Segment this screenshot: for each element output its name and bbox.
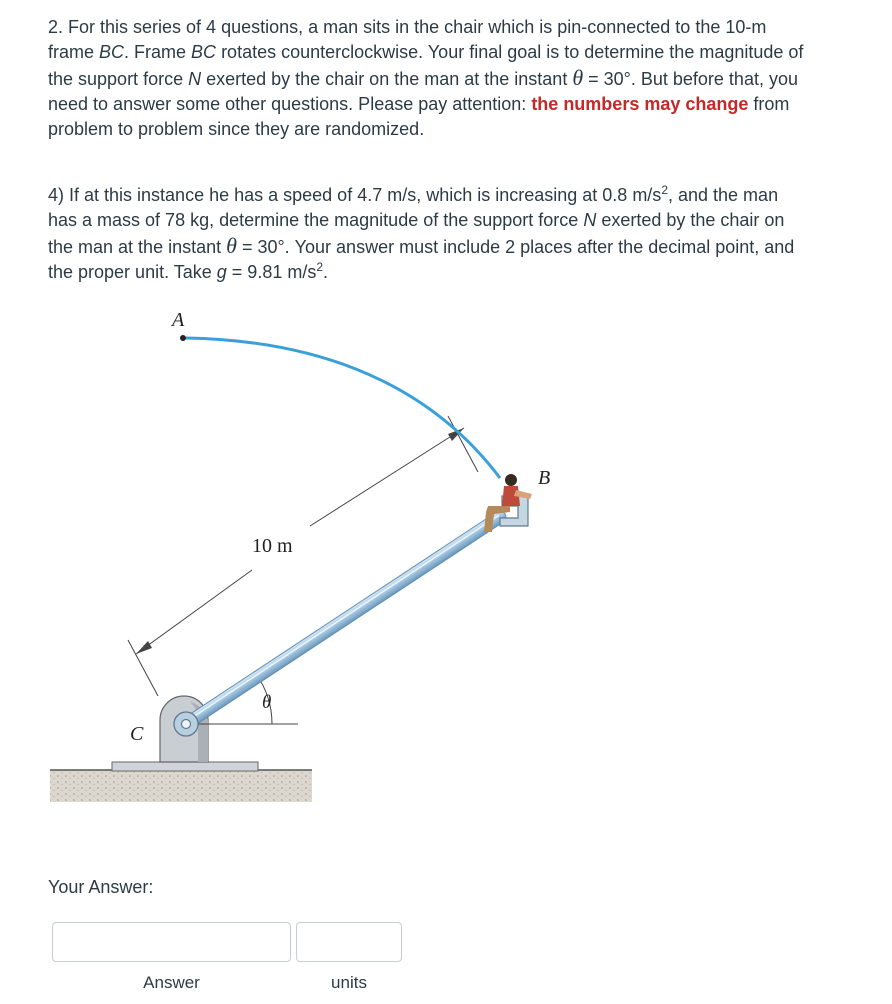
question-text-5: = 9.81 m/s: [226, 262, 317, 282]
man-head: [505, 474, 517, 486]
ground: [50, 770, 312, 802]
question-g-symbol: g: [216, 262, 227, 282]
trajectory-arc: [186, 338, 500, 478]
intro-highlight: the numbers may change: [531, 94, 749, 114]
question-text-2: , and the man has a mass of 78 kg, determine the magnitude of the support force: [48, 185, 779, 230]
intro-frame-1: BC: [99, 42, 125, 62]
question-text-3: exerted by the chair on the man at the instant: [48, 210, 785, 257]
label-c: C: [130, 723, 144, 745]
frame-bc-highlight: [193, 515, 499, 716]
units-input[interactable]: [296, 922, 402, 962]
intro-text-5: = 30°. But before that, you need to answer some other questions. Please pay attention:: [48, 69, 798, 114]
base-plate: [112, 762, 258, 771]
units-caption: units: [331, 973, 367, 992]
frame-bc: [183, 509, 509, 729]
angle-label: θ: [262, 692, 272, 713]
question-text: [48, 183, 808, 285]
point-a: [180, 335, 186, 341]
dimension-extension-b: [448, 416, 478, 472]
question-text-1: 4) If at this instance he has a speed of 4.7 m/s, which is increasing at 0.8 m/s: [48, 185, 662, 205]
dimension-line-lower: [136, 570, 252, 654]
problem-figure: [40, 300, 600, 820]
label-b: B: [538, 467, 551, 489]
question-theta-symbol: θ: [226, 233, 237, 258]
intro-text-4: exerted by the chair on the man at the instant: [201, 69, 573, 89]
label-a: A: [172, 309, 185, 331]
answer-input[interactable]: [52, 922, 291, 962]
intro-force-symbol: N: [188, 69, 202, 89]
pin-c-inner: [182, 720, 191, 729]
dimension-arrow-c: [136, 641, 152, 654]
intro-text-3: rotates counterclockwise. Your final goal is to determine the magnitude of the support force: [48, 42, 804, 89]
intro-text-6: from problem to problem since they are randomized.: [48, 94, 790, 139]
intro-text-1: 2. For this series of 4 questions, a man sits in the chair which is pin-connected to the 10-m frame: [48, 17, 767, 62]
intro-theta-symbol: θ: [572, 65, 584, 90]
question-text-4: = 30°. Your answer must include 2 places after the decimal point, and the proper unit. Take: [48, 237, 795, 282]
your-answer-label: Your Answer:: [48, 877, 154, 897]
intro-text-2: . Frame: [124, 42, 192, 62]
length-label: 10 m: [252, 535, 293, 557]
intro-frame-2: BC: [191, 42, 217, 62]
dimension-line-upper: [310, 428, 464, 526]
question-text-6: .: [323, 262, 329, 282]
answer-caption: Answer: [143, 973, 200, 992]
question-sup-1: 2: [661, 183, 668, 197]
question-force-symbol: N: [583, 210, 597, 230]
chair-and-man: [484, 474, 532, 532]
problem-intro: [48, 15, 808, 142]
question-sup-2: 2: [316, 260, 324, 274]
